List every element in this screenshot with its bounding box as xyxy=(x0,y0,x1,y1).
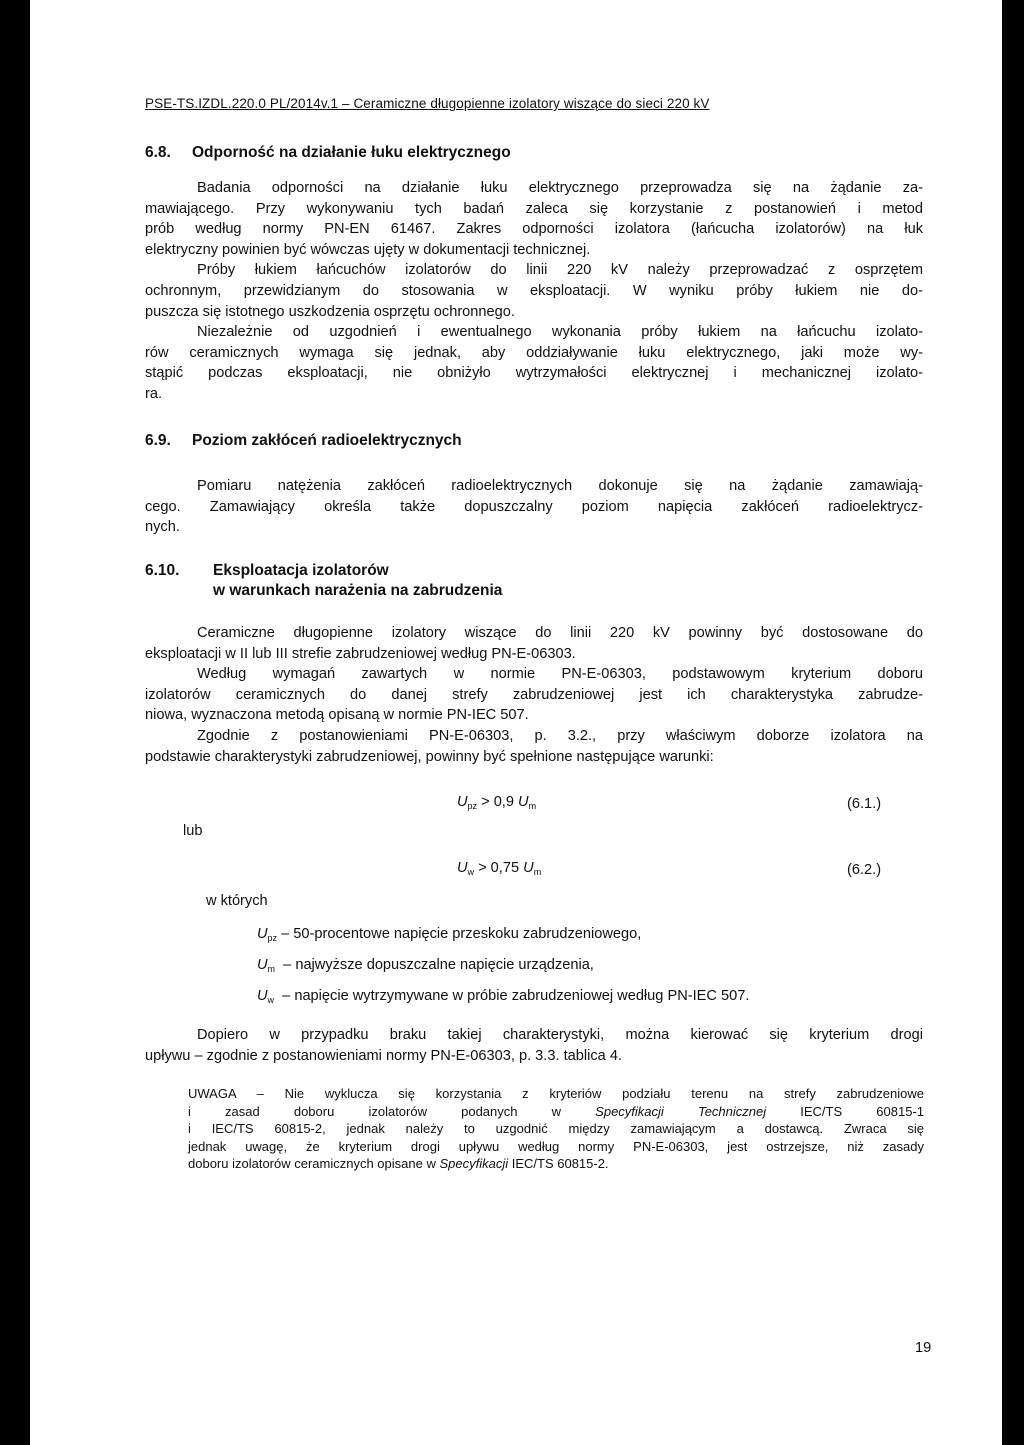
section-heading-6-8 xyxy=(145,144,511,162)
definition-upz xyxy=(257,926,641,943)
connector-lub: lub xyxy=(183,823,203,839)
subscript: m xyxy=(528,801,537,811)
text-line: podstawie charakterystyki zabrudzeniowej, powinny być spełnione następujące warunki: xyxy=(145,748,714,765)
symbol-u: U xyxy=(257,957,268,973)
note-text: doboru izolatorów ceramicznych opisane w xyxy=(188,1156,440,1172)
note-text: IEC/TS 60815-1 xyxy=(766,1103,924,1119)
document-page xyxy=(30,0,1002,1445)
subscript: m xyxy=(533,867,542,877)
section-number: 6.9. xyxy=(145,432,171,449)
note-text: IEC/TS 60815-2. xyxy=(508,1156,609,1172)
section-heading-6-10 xyxy=(145,562,389,580)
text-line: rów ceramicznych wymaga się jednak, aby oddziaływanie łuku elektrycznego, jaki może wy- xyxy=(145,344,923,361)
subscript: pz xyxy=(267,933,278,943)
subscript: w xyxy=(267,995,275,1005)
note-line: jednak uwagę, że kryterium drogi upływu według normy PN-E-06303, jest ostrzejsze, niż zasady xyxy=(188,1138,924,1154)
text-line: Próby łukiem łańcuchów izolatorów do linii 220 kV należy przeprowadzać z osprzętem xyxy=(197,262,923,279)
section-title: Odporność na działanie łuku elektrycznego xyxy=(192,144,511,161)
note-line xyxy=(188,1155,924,1173)
where-label: w których xyxy=(206,893,268,909)
note-line: UWAGA – Nie wyklucza się korzystania z kryteriów podziału terenu na strefy zabrudzeniowe xyxy=(188,1086,924,1101)
definition-text: – napięcie wytrzymywane w próbie zabrudzeniowej według PN-IEC 507. xyxy=(274,988,750,1004)
section-title: Poziom zakłóceń radioelektrycznych xyxy=(192,432,462,449)
definition-text: – najwyższe dopuszczalne napięcie urządzenia, xyxy=(275,957,594,973)
text-line: eksploatacji w II lub III strefie zabrudzeniowej według PN-E-06303. xyxy=(145,645,576,662)
note-line: i IEC/TS 60815-2, jednak należy to uzgodnić między zamawiającym a dostawcą. Zwraca się xyxy=(188,1121,924,1137)
note-line xyxy=(188,1103,924,1121)
symbol-u: U xyxy=(518,794,529,810)
formula-6-2 xyxy=(457,860,541,877)
definition-uw xyxy=(257,988,749,1005)
text-line: Pomiaru natężenia zakłóceń radioelektrycznych dokonuje się na żądanie zamawiają- xyxy=(197,478,923,494)
equation-tag-6-1: (6.1.) xyxy=(847,796,882,812)
section-6-10-body xyxy=(145,623,923,767)
text-line: Zgodnie z postanowieniami PN-E-06303, p. 3.2., przy właściwym doborze izolatora na xyxy=(197,727,923,744)
text-line: niowa, wyznaczona metodą opisaną w normie PN-IEC 507. xyxy=(145,707,529,724)
text-line: Dopiero w przypadku braku takiej charakterystyki, można kierować się kryterium drogi xyxy=(197,1027,923,1043)
text-line: Niezależnie od uzgodnień i ewentualnego wykonania próby łukiem na łańcuchu izolato- xyxy=(197,324,923,341)
section-title-line-2: w warunkach narażenia na zabrudzenia xyxy=(213,582,503,599)
symbol-u: U xyxy=(523,860,534,876)
text-line: Badania odporności na działanie łuku elektrycznego przeprowadza się na żądanie za- xyxy=(197,180,923,196)
text-line: prób według normy PN-EN 61467. Zakres odporności izolatora (łańcucha izolatorów) na łuk xyxy=(145,221,923,238)
text-line: ochronnym, przewidzianym do stosowania w eksploatacji. W wyniku próby łukiem nie do- xyxy=(145,282,923,299)
equation-tag-6-2: (6.2.) xyxy=(847,862,882,878)
formula-6-1 xyxy=(457,794,536,811)
symbol-u: U xyxy=(257,988,268,1004)
symbol-u: U xyxy=(457,860,468,876)
text-line: stąpić podczas eksploatacji, nie obniżyło wytrzymałości elektrycznej i mechanicznej izolato- xyxy=(145,365,923,382)
closing-paragraph xyxy=(145,1025,923,1066)
subscript: m xyxy=(267,964,276,974)
text-line: nych. xyxy=(145,519,180,536)
section-title-line-1: Eksploatacja izolatorów xyxy=(213,562,389,579)
text-line: cego. Zamawiający określa także dopuszczalny poziom napięcia zakłóceń radioelektrycz- xyxy=(145,498,923,515)
text-line: ra. xyxy=(145,385,163,402)
running-header: PSE-TS.IZDL.220.0 PL/2014v.1 – Ceramiczne długopienne izolatory wiszące do sieci 220 kV xyxy=(145,96,710,111)
symbol-u: U xyxy=(457,794,468,810)
note-text: i zasad doboru izolatorów podanych w xyxy=(188,1103,596,1119)
operator: > 0,9 xyxy=(477,794,519,810)
page-number: 19 xyxy=(915,1340,932,1356)
text-line: puszcza się istotnego uszkodzenia osprzętu ochronnego. xyxy=(145,303,515,320)
text-line: elektryczny powinien być wówczas ujęty w dokumentacji technicznej. xyxy=(145,241,591,258)
note-italic: Specyfikacji Technicznej xyxy=(595,1103,767,1119)
subscript: pz xyxy=(467,801,478,811)
text-line: Ceramiczne długopienne izolatory wiszące do linii 220 kV powinny być dostosowane do xyxy=(197,625,923,641)
text-line: izolatorów ceramicznych do danej strefy zabrudzeniowej jest ich charakterystyka zabrudze- xyxy=(145,686,923,703)
text-line: upływu – zgodnie z postanowieniami normy PN-E-06303, p. 3.3. tablica 4. xyxy=(145,1047,622,1064)
definition-um xyxy=(257,957,594,974)
definition-text: – 50-procentowe napięcie przeskoku zabrudzeniowego, xyxy=(277,926,642,942)
section-6-9-body xyxy=(145,476,923,538)
note-block xyxy=(188,1085,924,1173)
section-number: 6.8. xyxy=(145,144,171,161)
symbol-u: U xyxy=(257,926,268,942)
text-line: Według wymagań zawartych w normie PN-E-06303, podstawowym kryterium doboru xyxy=(197,666,923,683)
text-line: mawiającego. Przy wykonywaniu tych badań zaleca się korzystanie z postanowień i metod xyxy=(145,200,923,217)
operator: > 0,75 xyxy=(474,860,524,876)
subscript: w xyxy=(467,867,475,877)
section-heading-6-9 xyxy=(145,432,462,450)
section-6-8-body xyxy=(145,178,923,405)
section-number: 6.10. xyxy=(145,562,180,579)
note-italic: Specyfikacji xyxy=(439,1156,509,1172)
